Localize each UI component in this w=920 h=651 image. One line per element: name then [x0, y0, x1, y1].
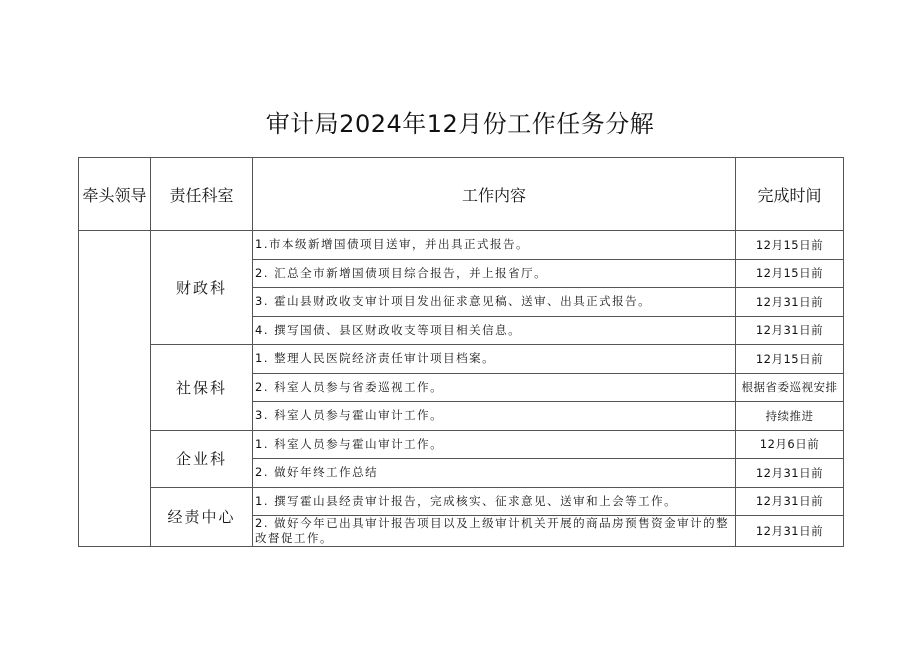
task-deadline: 12月31日前 — [736, 459, 844, 488]
header-content: 工作内容 — [253, 158, 736, 231]
header-leader: 牵头领导 — [79, 158, 151, 231]
task-content: 1. 撰写霍山县经责审计报告，完成核实、征求意见、送审和上会等工作。 — [253, 487, 736, 516]
task-deadline: 12月31日前 — [736, 487, 844, 516]
task-content: 3. 科室人员参与霍山审计工作。 — [253, 402, 736, 431]
dept-cell: 财政科 — [151, 231, 253, 345]
task-content: 2. 科室人员参与省委巡视工作。 — [253, 373, 736, 402]
task-deadline: 根据省委巡视安排 — [736, 373, 844, 402]
page-title: 审计局2024年12月份工作任务分解 — [265, 110, 655, 138]
table-row — [79, 231, 844, 260]
dept-cell: 经责中心 — [151, 487, 253, 547]
task-deadline: 持续推进 — [736, 402, 844, 431]
task-deadline: 12月15日前 — [736, 259, 844, 288]
task-content: 2. 汇总全市新增国债项目综合报告，并上报省厅。 — [253, 259, 736, 288]
header-dept: 责任科室 — [151, 158, 253, 231]
header-row — [79, 158, 844, 231]
dept-cell: 社保科 — [151, 345, 253, 431]
table-row — [79, 487, 844, 516]
task-content: 3. 霍山县财政收支审计项目发出征求意见稿、送审、出具正式报告。 — [253, 288, 736, 317]
task-deadline: 12月31日前 — [736, 316, 844, 345]
task-deadline: 12月31日前 — [736, 516, 844, 547]
dept-cell: 企业科 — [151, 430, 253, 487]
task-deadline: 12月6日前 — [736, 430, 844, 459]
task-deadline: 12月15日前 — [736, 345, 844, 374]
task-content: 2. 做好年终工作总结 — [253, 459, 736, 488]
table-row — [79, 345, 844, 374]
task-table — [78, 157, 844, 547]
task-content: 1. 整理人民医院经济责任审计项目档案。 — [253, 345, 736, 374]
table-row — [79, 430, 844, 459]
task-deadline: 12月15日前 — [736, 231, 844, 260]
leader-cell — [79, 231, 151, 547]
task-content: 4. 撰写国债、县区财政收支等项目相关信息。 — [253, 316, 736, 345]
task-content: 1. 科室人员参与霍山审计工作。 — [253, 430, 736, 459]
header-deadline: 完成时间 — [736, 158, 844, 231]
task-deadline: 12月31日前 — [736, 288, 844, 317]
task-content: 2. 做好今年已出具审计报告项目以及上级审计机关开展的商品房预售资金审计的整改督促工作。 — [253, 516, 736, 547]
task-content: 1.市本级新增国债项目送审，并出具正式报告。 — [253, 231, 736, 260]
